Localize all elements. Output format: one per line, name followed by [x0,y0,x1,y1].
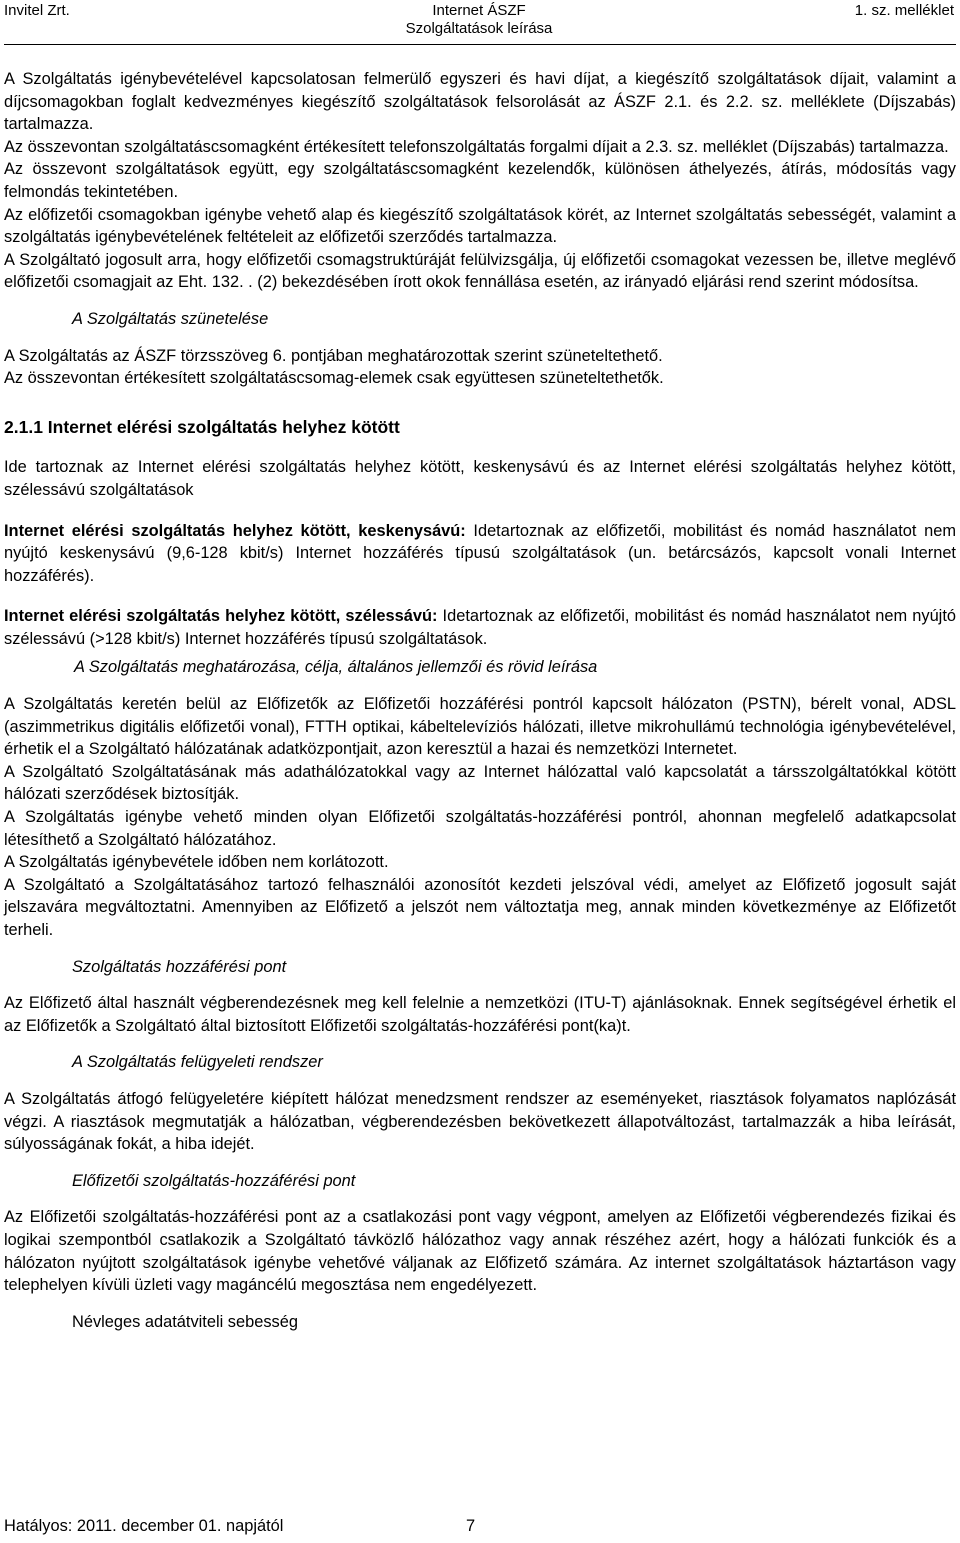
spacer [4,1192,956,1206]
subscriber-point-text: Az Előfizetői szolgáltatás-hozzáférési pont az a csatlakozási pont vagy végpont, amelyen az Előfizetői végberendezés fizikai és logikai szempontból csatlakozik a Szolgáltató távközlő hálózathoz vagy annak részéhez azért, hogy a hálózati funkciók és a hálózaton nyújtott szolgáltatások igénybe vehetővé váljanak az Előfizető számára. Az internet szolgáltatások háztartáson vagy telephelyen kívüli üzleti vagy magáncélú megosztása nem engedélyezett. [4,1208,956,1295]
header-title-line2: Szolgáltatások leírása [405,20,553,37]
intro-paragraph-4: Az előfizetői csomagokban igénybe vehető alap és kiegészítő szolgáltatások körét, az Internet szolgáltatás sebességét, valamint a szolgáltatás igénybevételének feltételeit az előfizetői szerződés tartalmazza. [4,205,956,247]
spacer [4,1156,956,1170]
spacer [4,1074,956,1088]
spacer [4,331,956,345]
suspension-paragraph-2: Az összevontan értékesített szolgáltatáscsomag-elemek csak együttesen szüneteltethetők. [4,369,664,388]
page-header [4,2,954,42]
header-annex: 1. sz. melléklet [854,2,954,19]
section-intro: Ide tartoznak az Internet elérési szolgáltatás helyhez kötött, keskenysávú és az Internet elérési szolgáltatás helyhez kötött, szélessávú szolgáltatások [4,458,956,499]
footer-effective-date: Hatályos: 2011. december 01. napjától [4,1517,284,1535]
intro-paragraph-1: A Szolgáltatás igénybevételével kapcsolatosan felmerülő egyszeri és havi díjat, a kiegészítő szolgáltatások díjait, valamint a díjcsomagokban foglalt kedvezményes kiegészítő szolgáltatások felsorolását az ÁSZF 2.1. és 2.2. sz. melléklete (Díjszabás) tartalmazza. [4,70,956,134]
section-heading: 2.1.1 Internet elérési szolgáltatás helyhez kötött [4,416,400,437]
access-point-text: Az Előfizető által használt végberendezésnek meg kell felelnie a nemzetközi (ITU-T) ajánlásoknak. Ennek segítségével érhetik el az Előfizetők a Szolgáltató által biztosított Előfizetői szolgáltatás-hozzáférési pont(ka)t. [4,994,956,1035]
header-title-line1: Internet ÁSZF [432,2,526,19]
spacer [4,390,956,416]
spacer [4,1037,956,1051]
intro-paragraph-3: Az összevont szolgáltatások együtt, egy szolgáltatáscsomagként kezelendők, különösen áthelyezés, átírás, módosítás vagy felmondás tekintetében. [4,160,956,201]
page-number: 7 [466,1517,476,1535]
access-point-heading: Szolgáltatás hozzáférési pont [72,957,287,976]
spacer [4,978,956,992]
definition-heading: A Szolgáltatás meghatározása, célja, általános jellemzői és rövid leírása [74,658,598,677]
monitoring-text: A Szolgáltatás átfogó felügyeletére kiépített hálózat menedzsment rendszer az eseményeket, riasztások folyamatos naplózását végzi. A riasztások megmutatják a hálózatban, végberendezésben bekövetkezett állapotváltozást, tartalmazzák a hiba leírását, súlyosságának fokát, a hiba idejét. [4,1089,956,1154]
narrowband-definition [4,520,956,588]
spacer [4,587,956,605]
definition-paragraph-1: A Szolgáltatás keretén belül az Előfizetők az Előfizetői hozzáférési pontról kapcsolt hálózaton (PSTN), bérelt vonal, ADSL (aszimmetrikus digitális előfizetői vonal), FTTH optikai, kábeltelevíziós hálózati, illetve mikrohullámú technológia igénybevételével, érhetik el a Szolgáltató hálózatának adatközpontjait, azon keresztül a hazai és nemzetközi Internetet. [4,695,956,759]
subscriber-point-heading: Előfizetői szolgáltatás-hozzáférési pont [72,1171,356,1190]
spacer [4,438,956,456]
page-footer [4,1515,604,1538]
definition-paragraph-2: A Szolgáltató Szolgáltatásának más adathálózatokkal vagy az Internet hálózattal való kapcsolatát a társszolgáltatókkal kötött hálózati szerződések biztosítják. [4,762,956,804]
spacer [4,294,956,308]
header-document-title [4,2,954,38]
nominal-speed-heading: Névleges adatátviteli sebesség [72,1312,298,1331]
monitoring-heading: A Szolgáltatás felügyeleti rendszer [72,1053,323,1072]
intro-paragraph-2: Az összevontan szolgáltatáscsomagként értékesített telefonszolgáltatás forgalmi díjait a 2.3. sz. melléklet (Díjszabás) tartalmazza. [4,137,949,156]
suspension-heading: A Szolgáltatás szünetelése [72,309,269,328]
spacer [4,942,956,956]
spacer [4,679,956,693]
narrowband-text: Idetartoznak az előfizetői, mobilitást és nomád használatot nem nyújtó keskenysávú (9,6-128 kbit/s) Internet hozzáférés típusú szolgáltatások (un. betárcsázós, kapcsolt vonali Internet hozzáférés). [4,521,956,585]
definition-paragraph-5: A Szolgáltató a Szolgáltatásához tartozó felhasználói azonosítót kezdeti jelszóval védi, amelyet az Előfizető jogosult saját jelszavára megváltoztatni. Amennyiben az Előfizető a jelszót nem változtatja meg, annak minden következménye az Előfizetőt terheli. [4,875,956,939]
broadband-definition [4,605,956,650]
broadband-text: Idetartoznak az előfizetői, mobilitást és nomád használatot nem nyújtó szélessávú (>128 kbit/s) Internet hozzáférés típusú szolgáltatások. [4,607,956,648]
suspension-paragraph-1: A Szolgáltatás az ÁSZF törzsszöveg 6. pontjában meghatározottak szerint szüneteltethető. [4,346,663,365]
header-divider [4,44,956,45]
definition-paragraph-3: A Szolgáltatás igénybe vehető minden olyan Előfizetői szolgáltatás-hozzáférési pontról, ahonnan megfelelő adatkapcsolat létesíthető a Szolgáltató hálózatához. [4,808,956,849]
spacer [4,502,956,520]
intro-paragraph-5: A Szolgáltató jogosult arra, hogy előfizetői csomagstruktúráját felülvizsgálja, új előfizetői csomagokat vezessen be, illetve meglévő előfizetői csomagjait az Eht. 132. . (2) bekezdésében írott okok fennállása esetén, az irányadó eljárási rend szerint módosítsa. [4,250,956,292]
document-body [4,68,956,1333]
definition-paragraph-4: A Szolgáltatás igénybevétele időben nem korlátozott. [4,853,389,872]
header-company: Invitel Zrt. [4,2,70,19]
spacer [4,1297,956,1311]
narrowband-term: Internet elérési szolgáltatás helyhez kötött, keskenysávú: [4,521,466,540]
broadband-term: Internet elérési szolgáltatás helyhez kötött, szélessávú: [4,607,438,626]
